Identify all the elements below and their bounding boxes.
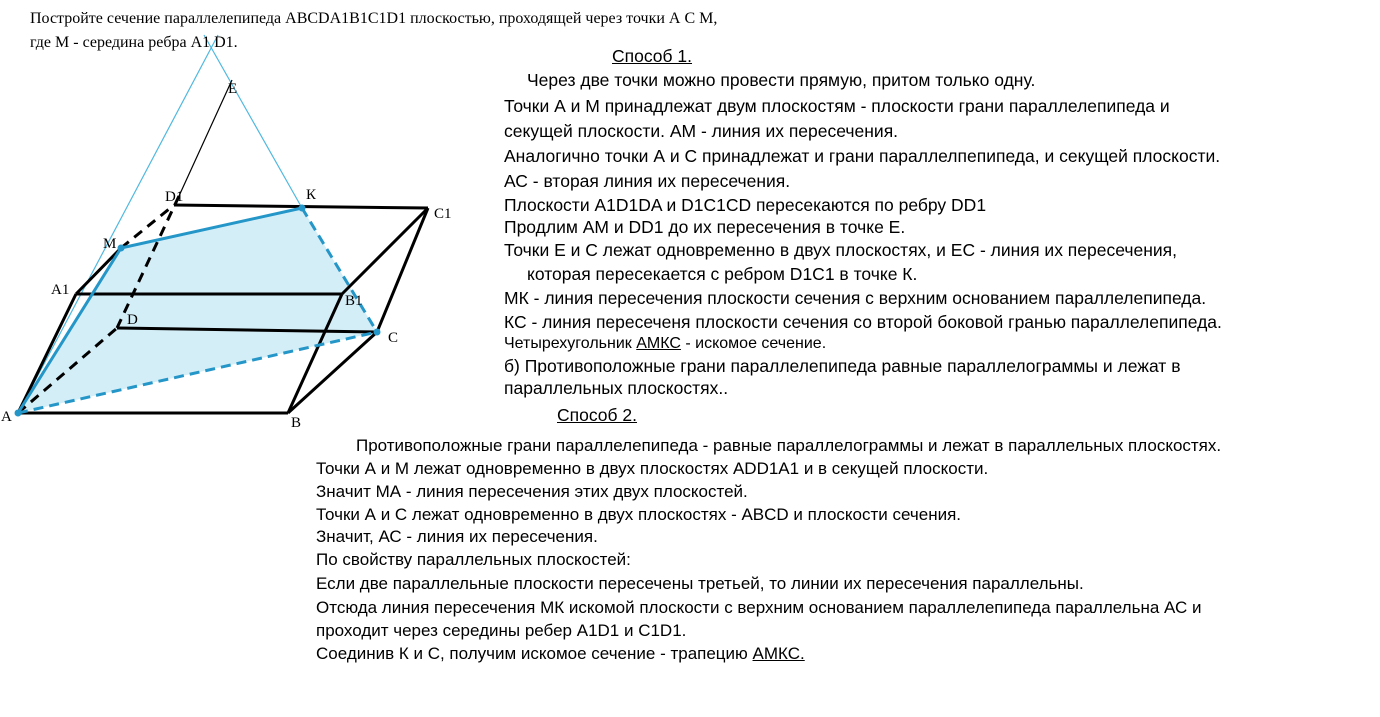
label-m: M bbox=[103, 236, 117, 252]
edge-b1c1 bbox=[342, 208, 428, 294]
method2-line: По свойству параллельных плоскостей: bbox=[316, 550, 631, 569]
label-c1: C1 bbox=[434, 206, 452, 222]
method1-line: Через две точки можно провести прямую, притом только одну. bbox=[527, 70, 1036, 90]
method2-line: проходит через середины ребер A1D1 и C1D1. bbox=[316, 621, 687, 640]
method1-line: Плоскости A1D1DA и D1C1CD пересекаются по ребру DD1 bbox=[504, 195, 987, 215]
method1-heading: Способ 1. bbox=[612, 46, 693, 66]
label-k: К bbox=[306, 187, 317, 203]
method2-line: Точки А и М лежат одновременно в двух плоскостях ADD1A1 и в секущей плоскости. bbox=[316, 459, 989, 478]
method2-line: Значит МА - линия пересечения этих двух плоскостей. bbox=[316, 482, 748, 501]
method1-line: б) Противоположные грани параллелепипеда равные параллелограммы и лежат в bbox=[504, 356, 1181, 376]
trapezoid-name: АМКС. bbox=[752, 644, 805, 663]
conclusion-text: Соединив К и С, получим искомое сечение - трапецию bbox=[316, 644, 753, 663]
method2-line: Значит, АС - линия их пересечения. bbox=[316, 527, 598, 546]
method1-line: которая пересекается с ребром D1C1 в точке К. bbox=[527, 264, 918, 284]
method1-line: Точки Е и С лежат одновременно в двух плоскостях, и ЕС - линия их пересечения, bbox=[504, 240, 1178, 260]
task-line-1: Постройте сечение параллелепипеда ABCDA1B1C1D1 плоскостью, проходящей через точки А С М, bbox=[30, 10, 718, 27]
point-a bbox=[15, 410, 22, 417]
conclusion-prefix: Четырехугольник bbox=[504, 335, 632, 352]
point-k bbox=[299, 205, 306, 212]
label-c: C bbox=[388, 330, 399, 346]
method2-line: Противоположные грани параллелепипеда - равные параллелограммы и лежат в параллельных плоскостях. bbox=[356, 436, 1222, 455]
method1-conclusion bbox=[504, 335, 826, 353]
label-d1: D1 bbox=[165, 189, 184, 205]
point-m bbox=[118, 245, 125, 252]
section-name: АМКС bbox=[636, 335, 681, 352]
method1-line: Точки А и М принадлежат двум плоскостям - плоскости грани параллелепипеда и bbox=[504, 96, 1170, 116]
line-dd1-extension bbox=[179, 80, 232, 196]
edge-c1c bbox=[377, 208, 428, 332]
method1-line: параллельных плоскостях.. bbox=[504, 378, 729, 398]
method1-line: Продлим АМ и DD1 до их пересечения в точке Е. bbox=[504, 217, 906, 237]
method1-line: АС - вторая линия их пересечения. bbox=[504, 171, 791, 191]
method2-line: Если две параллельные плоскости пересечены третьей, то линии их пересечения параллельны. bbox=[316, 574, 1084, 593]
line-ec-construction bbox=[204, 35, 302, 208]
method1-line: секущей плоскости. АМ - линия их пересечения. bbox=[504, 121, 899, 141]
label-b: B bbox=[291, 415, 302, 431]
method1-line: Аналогично точки А и С принадлежат и грани параллелпепипеда, и секущей плоскости. bbox=[504, 146, 1221, 166]
label-b1: B1 bbox=[345, 293, 363, 309]
parallelepiped-figure bbox=[0, 0, 460, 440]
label-d: D bbox=[127, 312, 138, 328]
point-c bbox=[374, 329, 381, 336]
conclusion-suffix: - искомое сечение. bbox=[680, 335, 827, 352]
label-a1: A1 bbox=[51, 282, 70, 298]
method2-conclusion bbox=[316, 644, 805, 664]
label-e: E bbox=[228, 81, 238, 97]
method2-heading: Способ 2. bbox=[557, 405, 638, 425]
method1-line: МК - линия пересечения плоскости сечения с верхним основанием параллелепипеда. bbox=[504, 288, 1207, 308]
task-line-2: где М - середина ребра A1 D1. bbox=[30, 34, 238, 51]
method2-line: Отсюда линия пересечения МК искомой плоскости с верхним основанием параллелепипеда параллельна АС и bbox=[316, 598, 1202, 617]
method1-line: КС - линия пересеченя плоскости сечения со второй боковой гранью параллелепипеда. bbox=[504, 312, 1222, 332]
method2-line: Точки А и С лежат одновременно в двух плоскостях - ABCD и плоскости сечения. bbox=[316, 505, 962, 524]
label-a: A bbox=[1, 409, 12, 425]
